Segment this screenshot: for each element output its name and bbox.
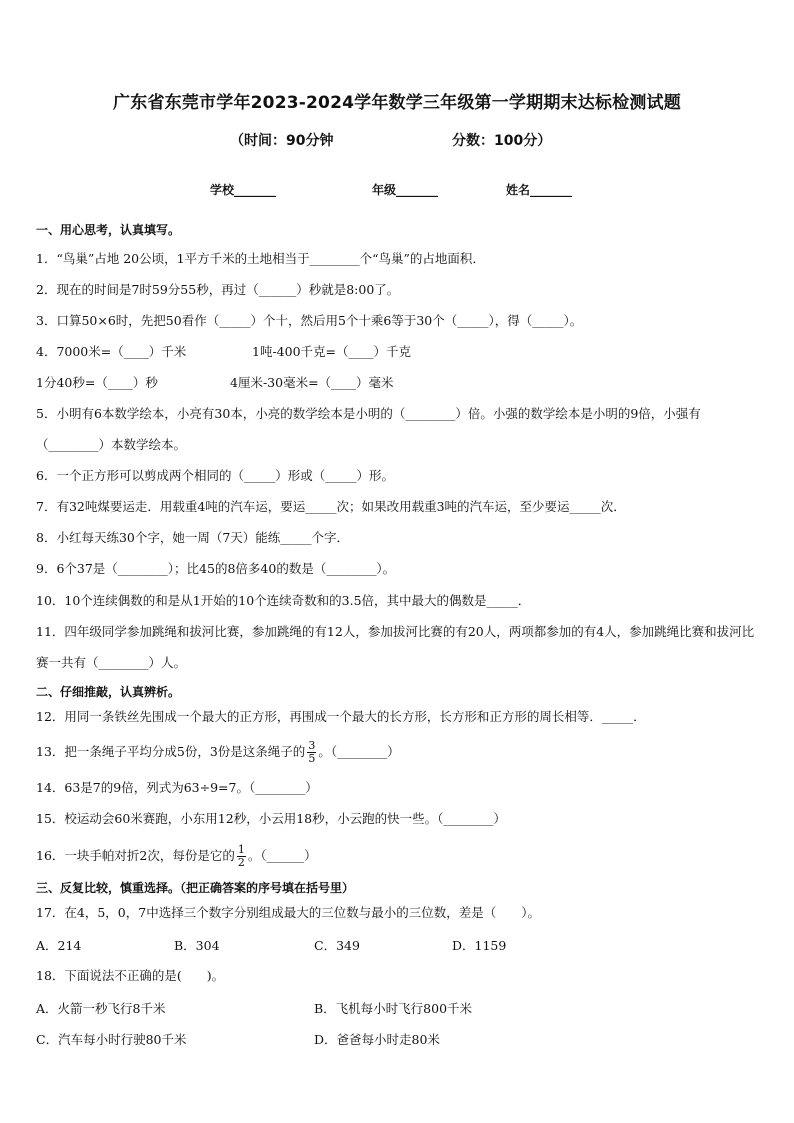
- question-3: 3．口算50×6时，先把50看作（_____）个十，然后用5个十乘6等于30个（_____），得（_____）。: [36, 313, 583, 328]
- fraction-1-2: [237, 844, 246, 869]
- question-13-answer: 。（________）: [318, 744, 400, 759]
- fraction-numerator: 1: [237, 843, 245, 856]
- fraction-denominator: 5: [308, 752, 316, 765]
- question-13-text: 13．把一条绳子平均分成5份，3份是这条绳子的: [36, 744, 306, 759]
- question-15: 15．校运动会60米赛跑，小东用12秒，小云用18秒，小云跑的快一些。（________）: [36, 811, 506, 826]
- q18-option-d: D．爸爸每小时走80米: [314, 1032, 440, 1047]
- q17-option-a: A．214: [36, 938, 82, 953]
- question-16-text: 16．一块手帕对折2次，每份是它的: [36, 848, 235, 863]
- fraction-numerator: 3: [308, 739, 316, 752]
- question-16-answer: 。（______）: [247, 848, 317, 863]
- question-4c: 1分40秒=（____）秒: [36, 375, 158, 390]
- question-17: 17．在4，5，0，7中选择三个数字分别组成最大的三位数与最小的三位数，差是（ ）。: [36, 905, 540, 920]
- fraction-3-5: [307, 740, 316, 765]
- school-field: 学校_______: [210, 183, 277, 197]
- section-heading-3: 三、反复比较，慎重选择。（把正确答案的序号填在括号里）: [36, 881, 355, 895]
- exam-time: （时间：90分钟: [230, 133, 334, 149]
- q18-option-c: C．汽车每小时行驶80千米: [36, 1032, 187, 1047]
- q18-option-b: B．飞机每小时飞行800千米: [314, 1001, 473, 1016]
- question-14: 14．63是7的9倍，列式为63÷9=7。（________）: [36, 780, 318, 795]
- q18-option-a: A．火箭一秒飞行8千米: [36, 1001, 166, 1016]
- fraction-denominator: 2: [237, 856, 245, 869]
- question-2: 2．现在的时间是7时59分55秒，再过（______）秒就是8:00了。: [36, 282, 400, 297]
- exam-score: 分数：100分）: [452, 133, 552, 149]
- question-7: 7．有32吨煤要运走．用载重4吨的汽车运，要运_____次；如果改用载重3吨的汽车运，至少要运_____次．: [36, 499, 626, 514]
- q17-option-c: C．349: [314, 938, 360, 953]
- name-field: 姓名_______: [506, 183, 573, 197]
- question-4a: 4．7000米=（____）千米: [36, 344, 187, 359]
- question-1: 1．“鸟巢”占地 20公顷，1平方千米的土地相当于________个“鸟巢”的占地面积．: [36, 251, 485, 266]
- q17-option-b: B．304: [174, 938, 220, 953]
- question-10: 10．10个连续偶数的和是从1开始的10个连续奇数和的3.5倍，其中最大的偶数是_____．: [36, 593, 531, 608]
- question-12: 12．用同一条铁丝先围成一个最大的正方形，再围成一个最大的长方形，长方形和正方形的周长相等．_____．: [36, 709, 646, 724]
- grade-field: 年级_______: [372, 183, 439, 197]
- question-9: 9．6个37是（________）；比45的8倍多40的数是（________）。: [36, 561, 396, 576]
- question-18: 18．下面说法不正确的是( )。: [36, 968, 225, 983]
- exam-title: 广东省东莞市学年2023-2024学年数学三年级第一学期期末达标检测试题: [113, 93, 681, 113]
- question-4d: 4厘米-30毫米=（____）毫米: [230, 375, 394, 390]
- question-5: 5．小明有6本数学绘本，小亮有30本，小亮的数学绘本是小明的（________）倍。小强的数学绘本是小明的9倍，小强有（________）本数学绘本。: [36, 406, 701, 452]
- question-8: 8．小红每天练30个字，她一周（7天）能练_____个字．: [36, 530, 350, 545]
- section-heading-1: 一、用心思考，认真填写。: [36, 223, 181, 237]
- question-6: 6．一个正方形可以剪成两个相同的（_____）形或（_____）形。: [36, 468, 394, 483]
- q17-option-d: D．1159: [452, 938, 507, 953]
- question-16: [36, 840, 766, 871]
- question-13: [36, 736, 766, 767]
- question-11: 11．四年级同学参加跳绳和拔河比赛，参加跳绳的有12人，参加拔河比赛的有20人，两项都参加的有4人，参加跳绳比赛和拔河比赛一共有（________）人。: [36, 624, 755, 670]
- question-4b: 1吨-400千克=（____）千克: [252, 344, 412, 359]
- section-heading-2: 二、仔细推敲，认真辨析。: [36, 685, 181, 699]
